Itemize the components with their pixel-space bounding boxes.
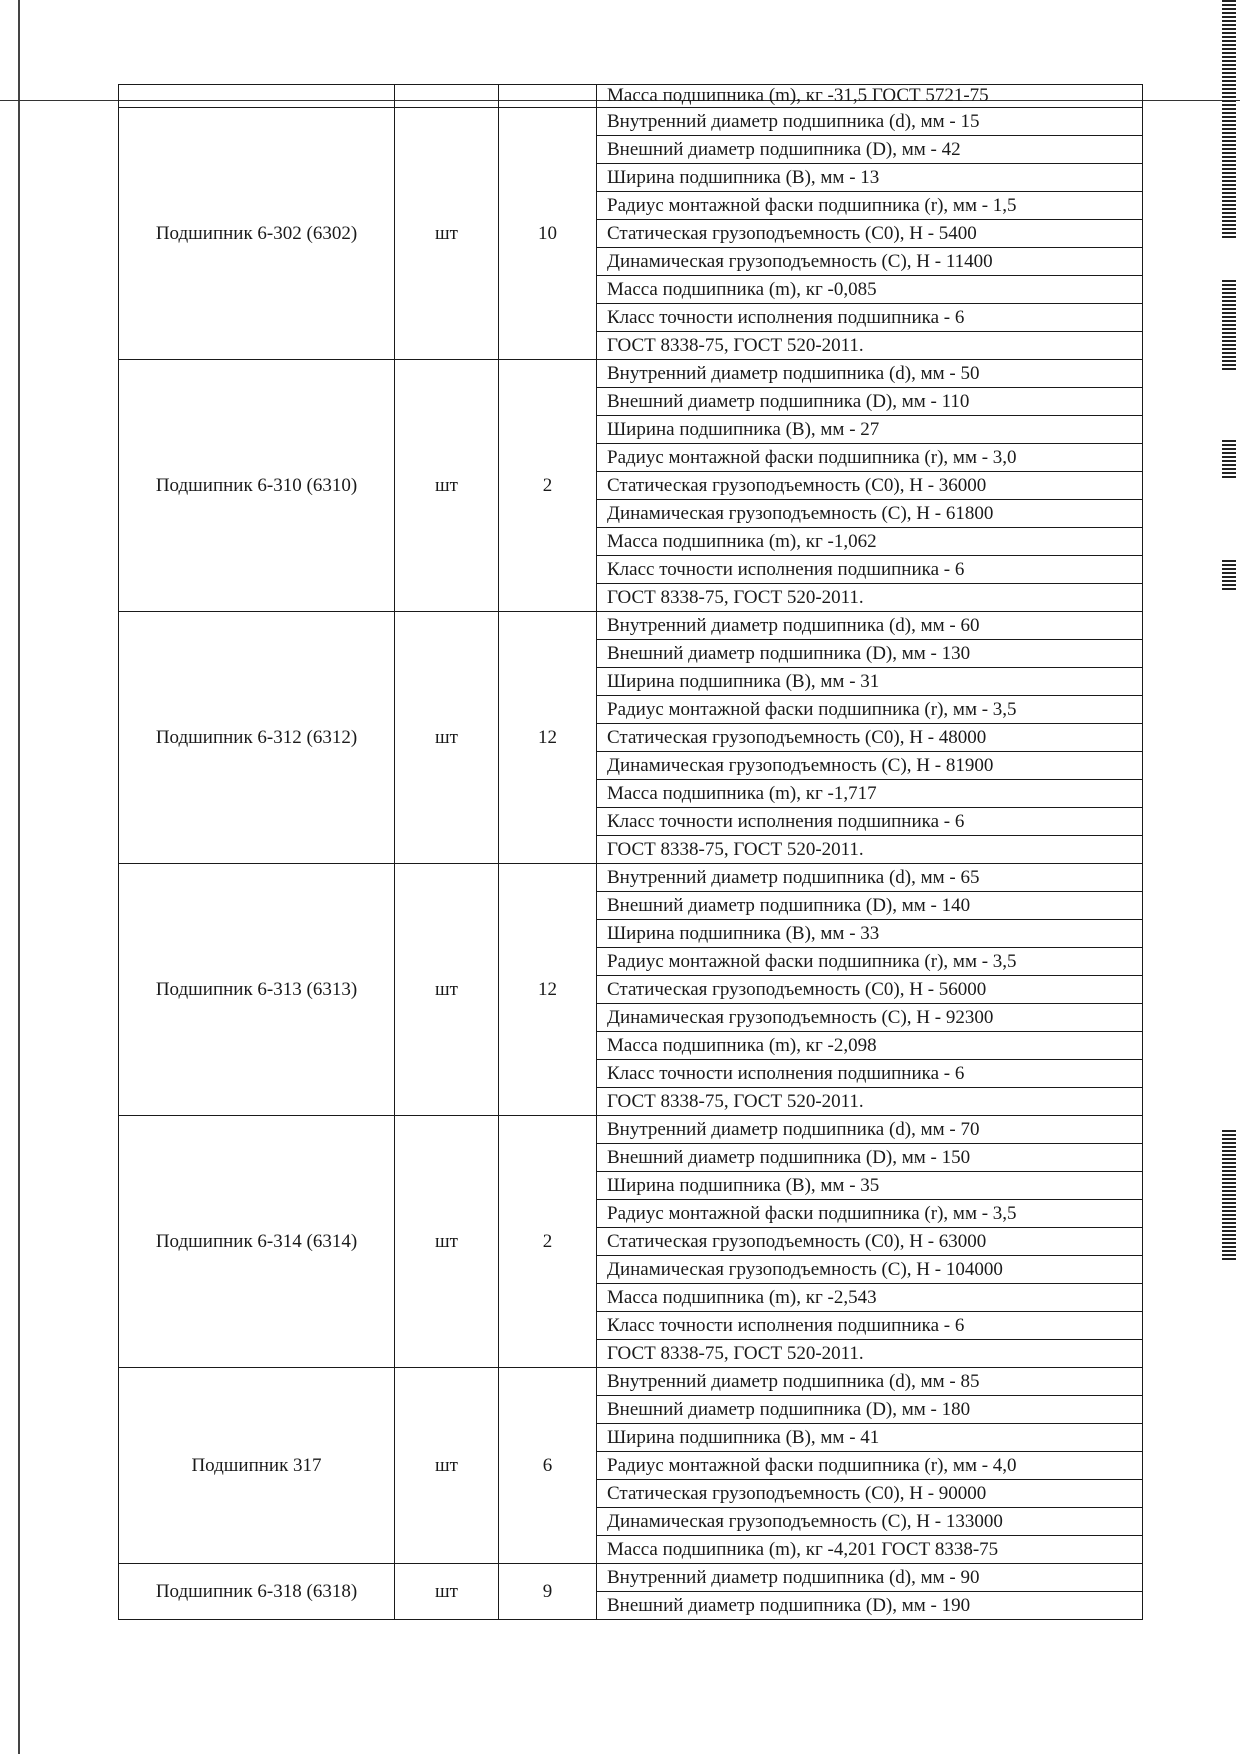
empty-name-cell (119, 85, 395, 108)
spec-line: Внешний диаметр подшипника (D), мм - 110 (597, 388, 1143, 416)
spec-line: Ширина подшипника (B), мм - 33 (597, 920, 1143, 948)
spec-line: Ширина подшипника (B), мм - 31 (597, 668, 1143, 696)
item-quantity: 9 (499, 1564, 597, 1620)
spec-line: Внешний диаметр подшипника (D), мм - 130 (597, 640, 1143, 668)
item-name: Подшипник 6-310 (6310) (119, 360, 395, 612)
spec-line: Масса подшипника (m), кг -31,5 ГОСТ 5721-75 (597, 85, 1143, 108)
spec-line: Ширина подшипника (B), мм - 27 (597, 416, 1143, 444)
item-name: Подшипник 6-318 (6318) (119, 1564, 395, 1620)
spec-line: Статическая грузоподъемность (C0), Н - 56000 (597, 976, 1143, 1004)
spec-line: Класс точности исполнения подшипника - 6 (597, 1312, 1143, 1340)
spec-line: Динамическая грузоподъемность (C), Н - 104000 (597, 1256, 1143, 1284)
spec-line: Радиус монтажной фаски подшипника (r), мм - 3,5 (597, 696, 1143, 724)
bearing-spec-table (118, 84, 1143, 1620)
item-name: Подшипник 6-302 (6302) (119, 108, 395, 360)
spec-line: ГОСТ 8338-75, ГОСТ 520-2011. (597, 836, 1143, 864)
spec-line: Статическая грузоподъемность (C0), Н - 63000 (597, 1228, 1143, 1256)
spec-line: Внутренний диаметр подшипника (d), мм - 70 (597, 1116, 1143, 1144)
spec-line: ГОСТ 8338-75, ГОСТ 520-2011. (597, 584, 1143, 612)
spec-line: Радиус монтажной фаски подшипника (r), мм - 3,5 (597, 1200, 1143, 1228)
spec-line: Динамическая грузоподъемность (C), Н - 81900 (597, 752, 1143, 780)
spec-line: ГОСТ 8338-75, ГОСТ 520-2011. (597, 1088, 1143, 1116)
spec-line: Статическая грузоподъемность (C0), Н - 5400 (597, 220, 1143, 248)
spec-line: Класс точности исполнения подшипника - 6 (597, 556, 1143, 584)
table-row (119, 612, 1143, 640)
spec-line: ГОСТ 8338-75, ГОСТ 520-2011. (597, 332, 1143, 360)
item-unit: шт (395, 864, 499, 1116)
spec-line: Масса подшипника (m), кг -4,201 ГОСТ 8338-75 (597, 1536, 1143, 1564)
spec-line: Внутренний диаметр подшипника (d), мм - 90 (597, 1564, 1143, 1592)
spec-line: Внешний диаметр подшипника (D), мм - 140 (597, 892, 1143, 920)
spec-line: Внутренний диаметр подшипника (d), мм - 60 (597, 612, 1143, 640)
table-row (119, 108, 1143, 136)
table-row (119, 1564, 1143, 1592)
table-body (119, 85, 1143, 1620)
item-name: Подшипник 317 (119, 1368, 395, 1564)
spec-line: Масса подшипника (m), кг -1,062 (597, 528, 1143, 556)
spec-line: Масса подшипника (m), кг -1,717 (597, 780, 1143, 808)
item-unit: шт (395, 1564, 499, 1620)
spec-line: Ширина подшипника (B), мм - 41 (597, 1424, 1143, 1452)
table-row (119, 864, 1143, 892)
table-row (119, 360, 1143, 388)
item-quantity: 12 (499, 864, 597, 1116)
spec-line: Ширина подшипника (B), мм - 35 (597, 1172, 1143, 1200)
spec-line: Класс точности исполнения подшипника - 6 (597, 304, 1143, 332)
spec-line: Внешний диаметр подшипника (D), мм - 42 (597, 136, 1143, 164)
spec-line: Внутренний диаметр подшипника (d), мм - 50 (597, 360, 1143, 388)
item-name: Подшипник 6-312 (6312) (119, 612, 395, 864)
item-quantity: 2 (499, 1116, 597, 1368)
spec-line: Внешний диаметр подшипника (D), мм - 150 (597, 1144, 1143, 1172)
spec-line: Радиус монтажной фаски подшипника (r), мм - 1,5 (597, 192, 1143, 220)
empty-qty-cell (499, 85, 597, 108)
spec-line: Внутренний диаметр подшипника (d), мм - 85 (597, 1368, 1143, 1396)
spec-line: Масса подшипника (m), кг -2,098 (597, 1032, 1143, 1060)
spec-line: Динамическая грузоподъемность (C), Н - 61800 (597, 500, 1143, 528)
item-unit: шт (395, 612, 499, 864)
item-unit: шт (395, 1116, 499, 1368)
spec-line: Масса подшипника (m), кг -0,085 (597, 276, 1143, 304)
item-quantity: 10 (499, 108, 597, 360)
scan-margin-marks (1222, 0, 1236, 1754)
item-quantity: 6 (499, 1368, 597, 1564)
spec-line: Ширина подшипника (B), мм - 13 (597, 164, 1143, 192)
table-row (119, 1116, 1143, 1144)
spec-line: Радиус монтажной фаски подшипника (r), мм - 4,0 (597, 1452, 1143, 1480)
spec-line: Динамическая грузоподъемность (C), Н - 133000 (597, 1508, 1143, 1536)
spec-line: Статическая грузоподъемность (C0), Н - 36000 (597, 472, 1143, 500)
item-unit: шт (395, 1368, 499, 1564)
spec-line: Динамическая грузоподъемность (C), Н - 11400 (597, 248, 1143, 276)
table-row (119, 85, 1143, 108)
spec-line: Статическая грузоподъемность (C0), Н - 90000 (597, 1480, 1143, 1508)
spec-line: Динамическая грузоподъемность (C), Н - 92300 (597, 1004, 1143, 1032)
spec-line: Радиус монтажной фаски подшипника (r), мм - 3,0 (597, 444, 1143, 472)
item-unit: шт (395, 108, 499, 360)
item-quantity: 2 (499, 360, 597, 612)
item-name: Подшипник 6-313 (6313) (119, 864, 395, 1116)
spec-line: Статическая грузоподъемность (C0), Н - 48000 (597, 724, 1143, 752)
spec-line: Класс точности исполнения подшипника - 6 (597, 1060, 1143, 1088)
table-row (119, 1368, 1143, 1396)
item-quantity: 12 (499, 612, 597, 864)
spec-line: Радиус монтажной фаски подшипника (r), мм - 3,5 (597, 948, 1143, 976)
spec-line: Внешний диаметр подшипника (D), мм - 180 (597, 1396, 1143, 1424)
item-name: Подшипник 6-314 (6314) (119, 1116, 395, 1368)
spec-line: ГОСТ 8338-75, ГОСТ 520-2011. (597, 1340, 1143, 1368)
spec-line: Внутренний диаметр подшипника (d), мм - 65 (597, 864, 1143, 892)
spec-line: Масса подшипника (m), кг -2,543 (597, 1284, 1143, 1312)
empty-unit-cell (395, 85, 499, 108)
spec-line: Класс точности исполнения подшипника - 6 (597, 808, 1143, 836)
scan-edge-artifact (18, 0, 20, 1754)
spec-line: Внутренний диаметр подшипника (d), мм - 15 (597, 108, 1143, 136)
item-unit: шт (395, 360, 499, 612)
spec-line: Внешний диаметр подшипника (D), мм - 190 (597, 1592, 1143, 1620)
